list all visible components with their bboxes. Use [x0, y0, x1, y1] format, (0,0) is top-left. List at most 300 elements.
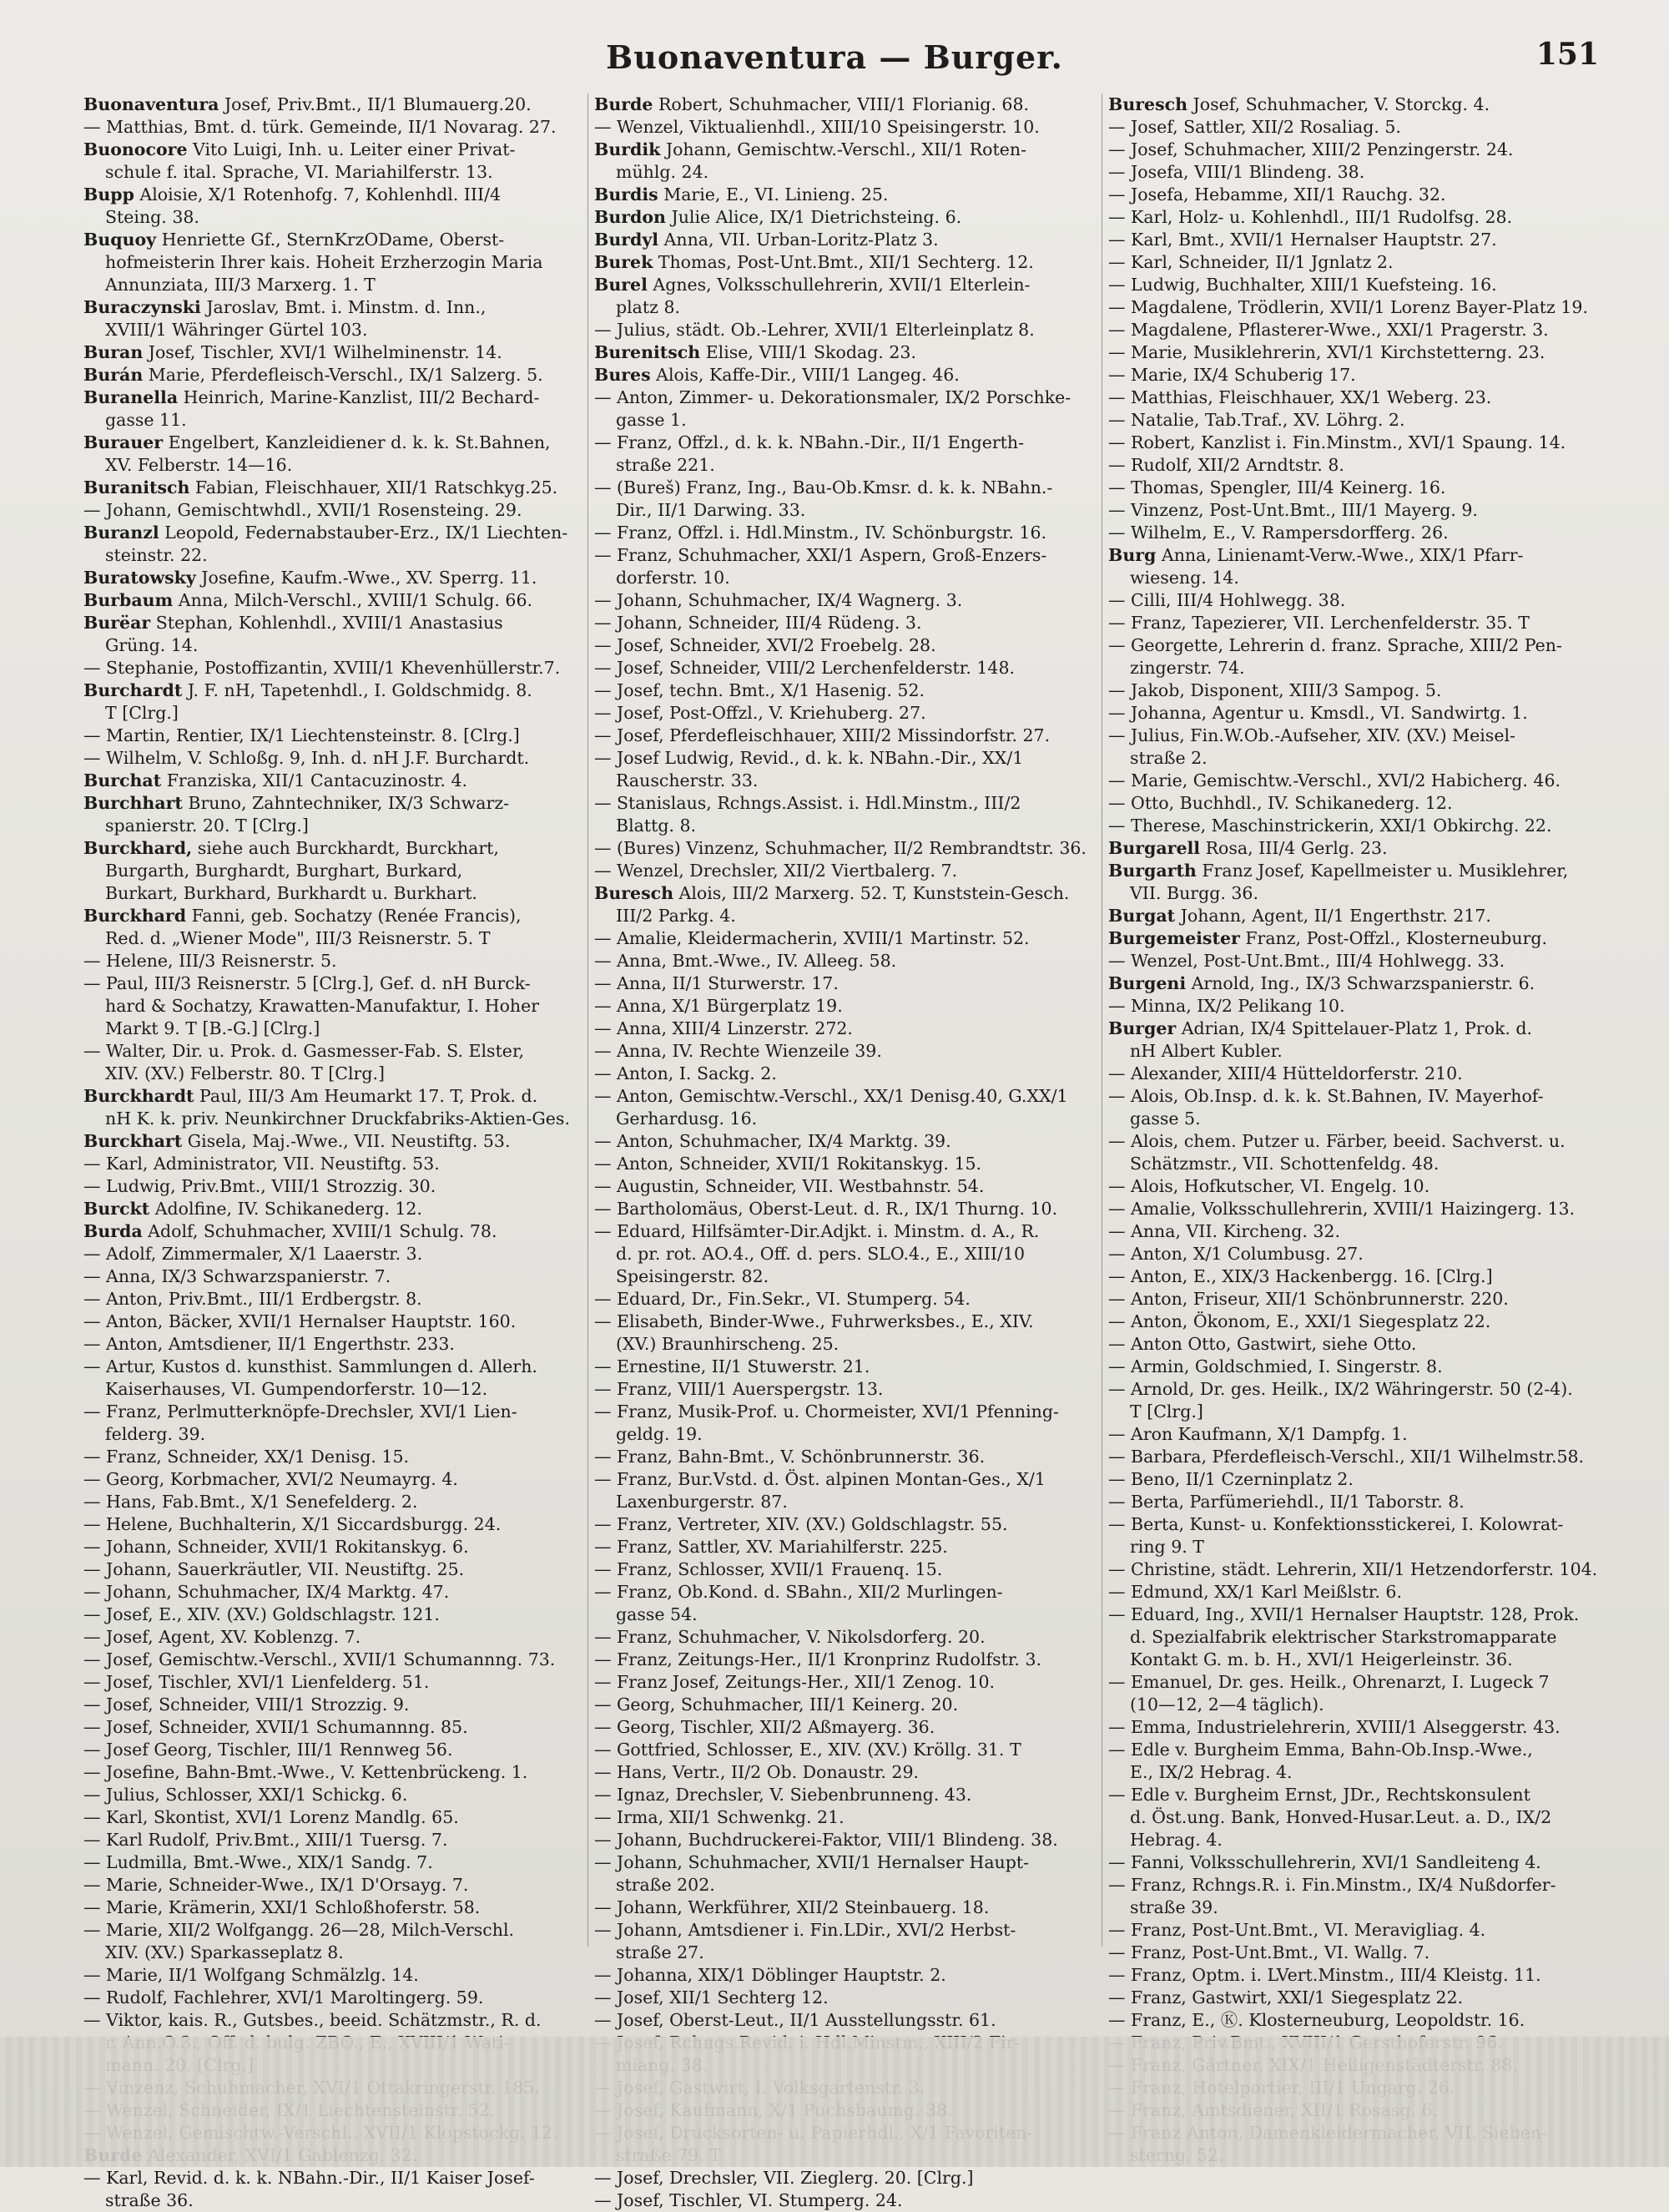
entry-continuation: [594, 1265, 1095, 1288]
surname-entry: [1108, 972, 1627, 995]
entry-text: — Anton, Friseur, XII/1 Schönbrunnerstr. 220.: [1108, 1289, 1509, 1309]
entry-text: Fanni, geb. Sochatzy (Renée Francis),: [186, 906, 522, 926]
surname-entry: [83, 341, 581, 364]
entry-continuation: [594, 1491, 1095, 1513]
entry-text: straße 27.: [616, 1942, 704, 1962]
entry-text: geldg. 19.: [616, 1424, 703, 1444]
entry-text: — Marie, XII/2 Wolfgangg. 26—28, Milch-Verschl.: [83, 1920, 515, 1940]
entry-line: [1108, 1378, 1627, 1401]
entry-line: [1108, 251, 1627, 274]
surname: Burckhart: [83, 1131, 183, 1151]
entry-text: — Ludwig, Priv.Bmt., VIII/1 Strozzig. 30.: [83, 1176, 436, 1196]
surname-entry: [83, 1198, 581, 1220]
entry-text: Bruno, Zahntechniker, IX/3 Schwarz-: [182, 793, 510, 813]
surname-entry: [83, 139, 581, 161]
entry-text: Johann, Gemischtw.-Verschl., XII/1 Roten-: [660, 139, 1027, 159]
entry-line: [594, 319, 1095, 341]
entry-line: [1108, 1468, 1627, 1491]
entry-text: — Anton, Schneider, XVII/1 Rokitanskyg. 15.: [594, 1154, 982, 1174]
entry-text: Grüng. 14.: [105, 635, 199, 655]
column-2: [594, 93, 1095, 2210]
entry-text: — Johann, Schneider, III/4 Rüdeng. 3.: [594, 613, 922, 633]
entry-text: Marie, E., VI. Linieng. 25.: [658, 184, 889, 205]
entry-text: — Wilhelm, E., V. Rampersdorfferg. 26.: [1108, 523, 1449, 543]
entry-line: [83, 1468, 581, 1491]
surname-entry: [83, 184, 581, 206]
entry-line: [83, 1874, 581, 1896]
entry-text: — Aron Kaufmann, X/1 Dampfg. 1.: [1108, 1424, 1408, 1444]
entry-text: — Cilli, III/4 Hohlwegg. 38.: [1108, 590, 1346, 610]
entry-text: Josefine, Kaufm.-Wwe., XV. Sperrg. 11.: [195, 568, 537, 588]
entry-line: [83, 1513, 581, 1536]
entry-line: [83, 1356, 581, 1378]
entry-line: [594, 386, 1095, 409]
entry-continuation: [594, 409, 1095, 432]
entry-text: — Josef, Sattler, XII/2 Rosaliag. 5.: [1108, 117, 1401, 137]
entry-text: Marie, Pferdefleisch-Verschl., IX/1 Salzerg. 5.: [143, 365, 543, 385]
entry-continuation: [594, 770, 1095, 792]
entry-text: Franz Josef, Kapellmeister u. Musiklehrer,: [1196, 861, 1569, 881]
entry-text: — Johanna, Agentur u. Kmsdl., VI. Sandwirtg. 1.: [1108, 703, 1528, 723]
entry-continuation: [83, 206, 581, 229]
entry-text: Speisingerstr. 82.: [616, 1266, 769, 1286]
entry-continuation: [83, 1378, 581, 1401]
entry-continuation: [1108, 1761, 1627, 1784]
entry-text: Alois, Kaffe-Dir., VIII/1 Langeg. 46.: [650, 365, 960, 385]
entry-text: — Georg, Schuhmacher, III/1 Keinerg. 20.: [594, 1694, 959, 1715]
entry-text: — Franz, Schneider, XX/1 Denisg. 15.: [83, 1447, 410, 1467]
entry-line: [83, 2009, 581, 2032]
entry-text: siehe auch Burckhardt, Burckhart,: [192, 838, 499, 858]
entry-text: Markt 9. T [B.-G.] [Clrg.]: [105, 1018, 320, 1038]
entry-text: — Franz, Vertreter, XIV. (XV.) Goldschlagstr. 55.: [594, 1514, 1008, 1534]
entry-text: — Anton, Priv.Bmt., III/1 Erdbergstr. 8.: [83, 1289, 422, 1309]
entry-line: [1108, 477, 1627, 499]
entry-text: gasse 11.: [105, 410, 187, 430]
entry-text: — Franz, Rchngs.R. i. Fin.Minstm., IX/4 Nußdorfer-: [1108, 1875, 1556, 1895]
surname: Buonocore: [83, 139, 188, 159]
entry-text: — Marie, Musiklehrerin, XVI/1 Kirchstetterng. 23.: [1108, 342, 1545, 362]
entry-text: (10—12, 2—4 täglich).: [1130, 1694, 1324, 1715]
entry-line: [1108, 1784, 1627, 1806]
entry-continuation: [83, 634, 581, 657]
entry-line: [1108, 2009, 1627, 2032]
entry-text: — Johann, Buchdruckerei-Faktor, VIII/1 Blindeng. 38.: [594, 1830, 1058, 1850]
page-title: Buonaventura — Burger.: [606, 38, 1063, 76]
entry-text: — Franz, Schuhmacher, V. Nikolsdorferg. 20.: [594, 1627, 986, 1647]
entry-line: [594, 1851, 1095, 1874]
entry-line: [594, 1671, 1095, 1694]
entry-text: — Gottfried, Schlosser, E., XIV. (XV.) Kröllg. 31. T: [594, 1740, 1021, 1760]
surname: Burckhard: [83, 906, 187, 926]
entry-text: — Bartholomäus, Oberst-Leut. d. R., IX/1 Thurng. 10.: [594, 1199, 1058, 1219]
entry-text: — Franz, Sattler, XV. Mariahilferstr. 225.: [594, 1537, 948, 1557]
entry-text: — Marie, IX/4 Schuberig 17.: [1108, 365, 1356, 385]
entry-continuation: [594, 161, 1095, 184]
entry-line: [83, 1153, 581, 1175]
surname: Burdis: [594, 184, 658, 205]
entry-line: [83, 657, 581, 679]
entry-text: — Berta, Kunst- u. Konfektionsstickerei, I. Kolowrat-: [1108, 1514, 1564, 1534]
entry-continuation: [83, 319, 581, 341]
entry-text: — Natalie, Tab.Traf., XV. Löhrg. 2.: [1108, 410, 1405, 430]
entry-text: — Josef, Agent, XV. Koblenzg. 7.: [83, 1627, 361, 1647]
entry-text: XVIII/1 Währinger Gürtel 103.: [105, 320, 368, 340]
entry-text: Fabian, Fleischhauer, XII/1 Ratschkyg.25.: [189, 477, 558, 497]
entry-line: [594, 1784, 1095, 1806]
entry-text: — Johann, Sauerkräutler, VII. Neustiftg. 25.: [83, 1559, 465, 1579]
entry-line: [1108, 1265, 1627, 1288]
entry-text: — Franz, Optm. i. LVert.Minstm., III/4 Kleistg. 11.: [1108, 1965, 1541, 1985]
entry-text: — Marie, Gemischtw.-Verschl., XVI/2 Habicherg. 46.: [1108, 770, 1561, 790]
entry-line: [1108, 634, 1627, 657]
entry-line: [1108, 1964, 1627, 1987]
surname: Burckhard,: [83, 838, 193, 858]
entry-line: [1108, 161, 1627, 184]
entry-text: — Josef, Drechsler, VII. Zieglerg. 20. [Clrg.]: [594, 2168, 974, 2188]
entry-line: [83, 725, 581, 747]
entry-text: Stephan, Kohlenhdl., XVIII/1 Anastasius: [150, 613, 503, 633]
entry-line: [594, 1716, 1095, 1739]
entry-text: — Anna, Bmt.-Wwe., IV. Alleeg. 58.: [594, 951, 897, 971]
entry-text: — Julius, Schlosser, XXI/1 Schickg. 6.: [83, 1785, 408, 1805]
entry-text: — Armin, Goldschmied, I. Singerstr. 8.: [1108, 1356, 1443, 1376]
entry-line: [1108, 1356, 1627, 1378]
entry-text: — Franz, Post-Unt.Bmt., VI. Meravigliag. 4.: [1108, 1920, 1486, 1940]
entry-text: — Georg, Korbmacher, XVI/2 Neumayrg. 4.: [83, 1469, 458, 1489]
entry-line: [83, 1243, 581, 1265]
entry-line: [594, 1468, 1095, 1491]
entry-line: [594, 634, 1095, 657]
entry-line: [1108, 1874, 1627, 1896]
surname: Burchat: [83, 770, 162, 790]
entry-line: [1108, 725, 1627, 747]
entry-line: [1108, 1220, 1627, 1243]
entry-text: — Georgette, Lehrerin d. franz. Sprache, XIII/2 Pen-: [1108, 635, 1562, 655]
entry-text: — Josef, techn. Bmt., X/1 Hasenig. 52.: [594, 680, 925, 700]
entry-continuation: [594, 1243, 1095, 1265]
entry-line: [1108, 1671, 1627, 1694]
entry-text: — Marie, II/1 Wolfgang Schmälzlg. 14.: [83, 1965, 419, 1985]
entry-text: — Walter, Dir. u. Prok. d. Gasmesser-Fab. S. Elster,: [83, 1041, 525, 1061]
entry-text: — (Bureš) Franz, Ing., Bau-Ob.Kmsr. d. k. k. NBahn.-: [594, 477, 1053, 497]
column-1: [83, 93, 581, 2210]
entry-text: — Martin, Rentier, IX/1 Liechtensteinstr. 8. [Clrg.]: [83, 725, 520, 745]
entry-line: [83, 1671, 581, 1694]
entry-text: — Johann, Schuhmacher, IX/4 Wagnerg. 3.: [594, 590, 963, 610]
entry-text: — Marie, Krämerin, XXI/1 Schloßhoferstr. 58.: [83, 1897, 481, 1917]
entry-text: Josef, Priv.Bmt., II/1 Blumauerg.20.: [219, 94, 532, 114]
entry-continuation: [83, 815, 581, 837]
surname: Burgat: [1108, 906, 1176, 926]
surname-entry: [594, 341, 1095, 364]
entry-text: ring 9. T: [1130, 1537, 1204, 1557]
entry-line: [594, 589, 1095, 612]
entry-text: — Josef, Post-Offzl., V. Kriehuberg. 27.: [594, 703, 926, 723]
entry-continuation: [1108, 1649, 1627, 1671]
entry-text: — Franz, Offzl., d. k. k. NBahn.-Dir., II/1 Engerth-: [594, 432, 1025, 452]
entry-line: [594, 116, 1095, 139]
entry-line: [1108, 1987, 1627, 2009]
entry-text: straße 36.: [105, 2190, 194, 2210]
entry-line: [1108, 1085, 1627, 1108]
surname-entry: [83, 792, 581, 815]
entry-text: — Alois, Ob.Insp. d. k. k. St.Bahnen, IV. Mayerhof-: [1108, 1086, 1544, 1106]
entry-text: — Rudolf, XII/2 Arndtstr. 8.: [1108, 455, 1344, 475]
surname-entry: [83, 567, 581, 589]
entry-text: — Berta, Parfümeriehdl., II/1 Taborstr. 8.: [1108, 1492, 1465, 1512]
entry-text: — Vinzenz, Post-Unt.Bmt., III/1 Mayerg. 9.: [1108, 500, 1478, 520]
entry-line: [83, 1626, 581, 1649]
directory-columns: [83, 93, 1627, 2210]
entry-line: [83, 1491, 581, 1513]
entry-text: XIV. (XV.) Sparkasseplatz 8.: [105, 1942, 344, 1962]
entry-text: — Thomas, Spengler, III/4 Keinerg. 16.: [1108, 477, 1446, 497]
entry-text: — Anton, Bäcker, XVII/1 Hernalser Hauptstr. 160.: [83, 1311, 517, 1331]
entry-line: [1108, 1175, 1627, 1198]
entry-line: [1108, 1198, 1627, 1220]
surname-entry: [1108, 927, 1627, 950]
surname: Buran: [83, 342, 144, 362]
entry-text: — Josefa, VIII/1 Blindeng. 38.: [1108, 162, 1365, 182]
entry-text: — Edmund, XX/1 Karl Meißlstr. 6.: [1108, 1582, 1402, 1602]
entry-text: — (Bures) Vinzenz, Schuhmacher, II/2 Rembrandtstr. 36.: [594, 838, 1087, 858]
entry-text: Laxenburgerstr. 87.: [616, 1492, 788, 1512]
entry-text: — Georg, Tischler, XII/2 Aßmayerg. 36.: [594, 1717, 935, 1737]
surname: Burdon: [594, 207, 666, 227]
entry-continuation: [594, 815, 1095, 837]
entry-text: Kontakt G. m. b. H., XVI/1 Heigerleinstr. 36.: [1130, 1649, 1513, 1669]
entry-line: [83, 1040, 581, 1063]
entry-continuation: [83, 1063, 581, 1085]
entry-text: straße 202.: [616, 1875, 715, 1895]
entry-text: Johann, Agent, II/1 Engerthstr. 217.: [1175, 906, 1491, 926]
entry-text: — Johann, Werkführer, XII/2 Steinbauerg. 18.: [594, 1897, 990, 1917]
entry-line: [594, 1175, 1095, 1198]
entry-text: XIV. (XV.) Felberstr. 80. T [Clrg.]: [105, 1063, 385, 1083]
surname: Bures: [594, 365, 651, 385]
surname-entry: [83, 905, 581, 927]
entry-text: — Karl, Administrator, VII. Neustiftg. 53.: [83, 1154, 440, 1174]
entry-continuation: [1108, 1806, 1627, 1829]
entry-continuation: [1108, 1153, 1627, 1175]
entry-text: — Anton, X/1 Columbusg. 27.: [1108, 1244, 1364, 1264]
entry-text: dorferstr. 10.: [616, 568, 730, 588]
entry-text: — Franz Josef, Zeitungs-Her., XII/1 Zenog. 10.: [594, 1672, 996, 1692]
entry-line: [594, 1806, 1095, 1829]
entry-text: — Anton, Amtsdiener, II/1 Engerthstr. 233.: [83, 1334, 455, 1354]
entry-line: [594, 1964, 1095, 1987]
surname-entry: [594, 229, 1095, 251]
entry-line: [1108, 1513, 1627, 1536]
entry-line: [83, 1311, 581, 1333]
entry-continuation: [1108, 1626, 1627, 1649]
entry-text: — Alexander, XIII/4 Hütteldorferstr. 210.: [1108, 1063, 1463, 1083]
entry-text: — Hans, Fab.Bmt., X/1 Senefelderg. 2.: [83, 1492, 418, 1512]
entry-line: [594, 657, 1095, 679]
entry-line: [1108, 1581, 1627, 1603]
surname: Buranitsch: [83, 477, 190, 497]
surname-entry: [594, 882, 1095, 905]
entry-text: — Marie, Schneider-Wwe., IX/1 D'Orsayg. 7.: [83, 1875, 469, 1895]
entry-line: [1108, 815, 1627, 837]
entry-text: mühlg. 24.: [616, 162, 709, 182]
entry-line: [594, 1198, 1095, 1220]
entry-text: — Ludmilla, Bmt.-Wwe., XIX/1 Sandg. 7.: [83, 1852, 433, 1872]
entry-text: — Eduard, Hilfsämter-Dir.Adjkt. i. Minstm. d. A., R.: [594, 1221, 1040, 1241]
entry-line: [594, 1356, 1095, 1378]
entry-text: — Augustin, Schneider, VII. Westbahnstr. 54.: [594, 1176, 985, 1196]
entry-line: [594, 1761, 1095, 1784]
surname-entry: [594, 93, 1095, 116]
entry-text: Paul, III/3 Am Heumarkt 17. T, Prok. d.: [194, 1086, 538, 1106]
entry-line: [83, 1581, 581, 1603]
entry-text: — Karl, Skontist, XVI/1 Lorenz Mandlg. 65.: [83, 1807, 459, 1827]
entry-text: — Josef, Schneider, XVI/2 Froebelg. 28.: [594, 635, 936, 655]
surname-entry: [594, 206, 1095, 229]
page-bottom-edge: [0, 2037, 1669, 2167]
entry-text: — Josef, Schneider, VIII/1 Strozzig. 9.: [83, 1694, 410, 1715]
entry-line: [1108, 116, 1627, 139]
entry-line: [1108, 1716, 1627, 1739]
entry-line: [1108, 589, 1627, 612]
entry-line: [1108, 1558, 1627, 1581]
entry-text: — Wilhelm, V. Schloßg. 9, Inh. d. nH J.F. Burchardt.: [83, 748, 530, 768]
entry-line: [1108, 206, 1627, 229]
entry-text: Annunziata, III/3 Marxerg. 1. T: [105, 275, 376, 295]
entry-text: — Anton, Zimmer- u. Dekorationsmaler, IX/2 Porschke-: [594, 387, 1071, 407]
entry-text: — Edle v. Burgheim Ernst, JDr., Rechtskonsulent: [1108, 1785, 1530, 1805]
entry-continuation: [1108, 567, 1627, 589]
surname: Burdik: [594, 139, 661, 159]
surname-entry: [83, 612, 581, 634]
entry-line: [1108, 432, 1627, 454]
entry-text: — Julius, Fin.W.Ob.-Aufseher, XIV. (XV.) Meisel-: [1108, 725, 1515, 745]
entry-line: [83, 1401, 581, 1423]
entry-text: — Josef, XII/1 Sechterg 12.: [594, 1987, 829, 2007]
entry-line: [1108, 296, 1627, 319]
entry-text: E., IX/2 Hebrag. 4.: [1130, 1762, 1293, 1782]
entry-line: [1108, 950, 1627, 972]
entry-text: Burgarth, Burghardt, Burghart, Burkard,: [105, 861, 463, 881]
surname-entry: [83, 522, 581, 544]
entry-line: [594, 837, 1095, 860]
entry-continuation: [83, 454, 581, 477]
entry-line: [83, 1851, 581, 1874]
entry-continuation: [594, 499, 1095, 522]
entry-continuation: [83, 995, 581, 1018]
entry-line: [594, 1401, 1095, 1423]
entry-continuation: [1108, 1829, 1627, 1851]
entry-text: gasse 1.: [616, 410, 687, 430]
surname: Burchhart: [83, 793, 183, 813]
entry-text: — Johann, Gemischtwhdl., XVII/1 Rosensteing. 29.: [83, 500, 522, 520]
entry-text: hofmeisterin Ihrer kais. Hoheit Erzherzogin Maria: [105, 252, 543, 272]
entry-text: Anna, VII. Urban-Loritz-Platz 3.: [658, 230, 939, 250]
entry-text: Arnold, Ing., IX/3 Schwarzspanierstr. 6.: [1186, 973, 1535, 993]
entry-text: — Magdalene, Pflasterer-Wwe., XXI/1 Pragerstr. 3.: [1108, 320, 1549, 340]
entry-line: [594, 2167, 1095, 2189]
entry-text: straße 221.: [616, 455, 715, 475]
entry-text: — Johann, Schuhmacher, XVII/1 Hernalser Haupt-: [594, 1852, 1030, 1872]
entry-text: — Ernestine, II/1 Stuwerstr. 21.: [594, 1356, 870, 1376]
entry-line: [594, 1085, 1095, 1108]
entry-text: Franz, Post-Offzl., Klosterneuburg.: [1239, 928, 1548, 948]
entry-text: Hebrag. 4.: [1130, 1830, 1223, 1850]
entry-text: — Amalie, Volksschullehrerin, XVIII/1 Haizingerg. 13.: [1108, 1199, 1576, 1219]
entry-continuation: [594, 905, 1095, 927]
entry-continuation: [594, 1603, 1095, 1626]
entry-text: — Eduard, Dr., Fin.Sekr., VI. Stumperg. 54.: [594, 1289, 971, 1309]
entry-text: Henriette Gf., SternKrzODame, Oberst-: [156, 230, 505, 250]
surname-entry: [83, 770, 581, 792]
entry-text: Anna, Milch-Verschl., XVIII/1 Schulg. 66.: [173, 590, 533, 610]
surname: Burde: [594, 94, 653, 114]
entry-line: [83, 2167, 581, 2189]
entry-text: — Eduard, Ing., XVII/1 Hernalser Hauptstr. 128, Prok.: [1108, 1604, 1580, 1624]
entry-continuation: [83, 274, 581, 296]
entry-text: — Anton Otto, Gastwirt, siehe Otto.: [1108, 1334, 1417, 1354]
surname-entry: [1108, 1018, 1627, 1040]
entry-text: Agnes, Volksschullehrerin, XVII/1 Elterlein-: [647, 275, 1031, 295]
entry-line: [594, 927, 1095, 950]
entry-text: — Ignaz, Drechsler, V. Siebenbrunneng. 43.: [594, 1785, 972, 1805]
entry-continuation: [594, 567, 1095, 589]
entry-text: Gerhardusg. 16.: [616, 1109, 758, 1129]
entry-line: [1108, 1311, 1627, 1333]
entry-text: straße 2.: [1130, 748, 1208, 768]
entry-text: — Anna, X/1 Bürgerplatz 19.: [594, 996, 843, 1016]
surname: Buranzl: [83, 523, 159, 543]
entry-line: [594, 1311, 1095, 1333]
entry-line: [83, 1265, 581, 1288]
entry-line: [83, 1288, 581, 1311]
entry-text: Adolfine, IV. Schikanederg. 12.: [149, 1199, 422, 1219]
surname: Buraczynski: [83, 297, 201, 317]
entry-text: wieseng. 14.: [1130, 568, 1239, 588]
entry-line: [1108, 229, 1627, 251]
entry-text: Aloisie, X/1 Rotenhofg. 7, Kohlenhdl. III/4: [134, 184, 502, 205]
entry-text: Jaroslav, Bmt. i. Minstm. d. Inn.,: [200, 297, 487, 317]
entry-text: — Alois, Hofkutscher, VI. Engelg. 10.: [1108, 1176, 1430, 1196]
entry-text: — Franz, Musik-Prof. u. Chormeister, XVI/1 Pfenning-: [594, 1401, 1059, 1422]
entry-text: — Franz, Ob.Kond. d. SBahn., XII/2 Murlingen-: [594, 1582, 1003, 1602]
entry-text: Vito Luigi, Inh. u. Leiter einer Privat-: [187, 139, 516, 159]
entry-line: [594, 1288, 1095, 1311]
entry-line: [594, 1536, 1095, 1558]
entry-continuation: [83, 1108, 581, 1130]
entry-text: — Josef, Oberst-Leut., II/1 Ausstellungsstr. 61.: [594, 2010, 996, 2030]
entry-continuation: [1108, 657, 1627, 679]
entry-line: [594, 860, 1095, 882]
entry-line: [594, 2009, 1095, 2032]
surname: Buranella: [83, 387, 179, 407]
entry-line: [1108, 1288, 1627, 1311]
surname: Burgeni: [1108, 973, 1187, 993]
entry-text: — Anton, Ökonom, E., XXI/1 Siegesplatz 22.: [1108, 1311, 1491, 1331]
entry-line: [594, 1018, 1095, 1040]
entry-line: [83, 1806, 581, 1829]
surname-entry: [1108, 544, 1627, 567]
surname: Burbaum: [83, 590, 174, 610]
entry-continuation: [594, 1874, 1095, 1896]
entry-text: — Karl, Revid. d. k. k. NBahn.-Dir., II/1 Kaiser Josef-: [83, 2168, 535, 2188]
entry-text: — Josef, Gemischtw.-Verschl., XVII/1 Schumannng. 73.: [83, 1649, 556, 1669]
entry-text: Julie Alice, IX/1 Dietrichsteing. 6.: [665, 207, 962, 227]
entry-continuation: [594, 1333, 1095, 1356]
entry-text: — Julius, städt. Ob.-Lehrer, XVII/1 Elterleinplatz 8.: [594, 320, 1035, 340]
entry-line: [1108, 184, 1627, 206]
